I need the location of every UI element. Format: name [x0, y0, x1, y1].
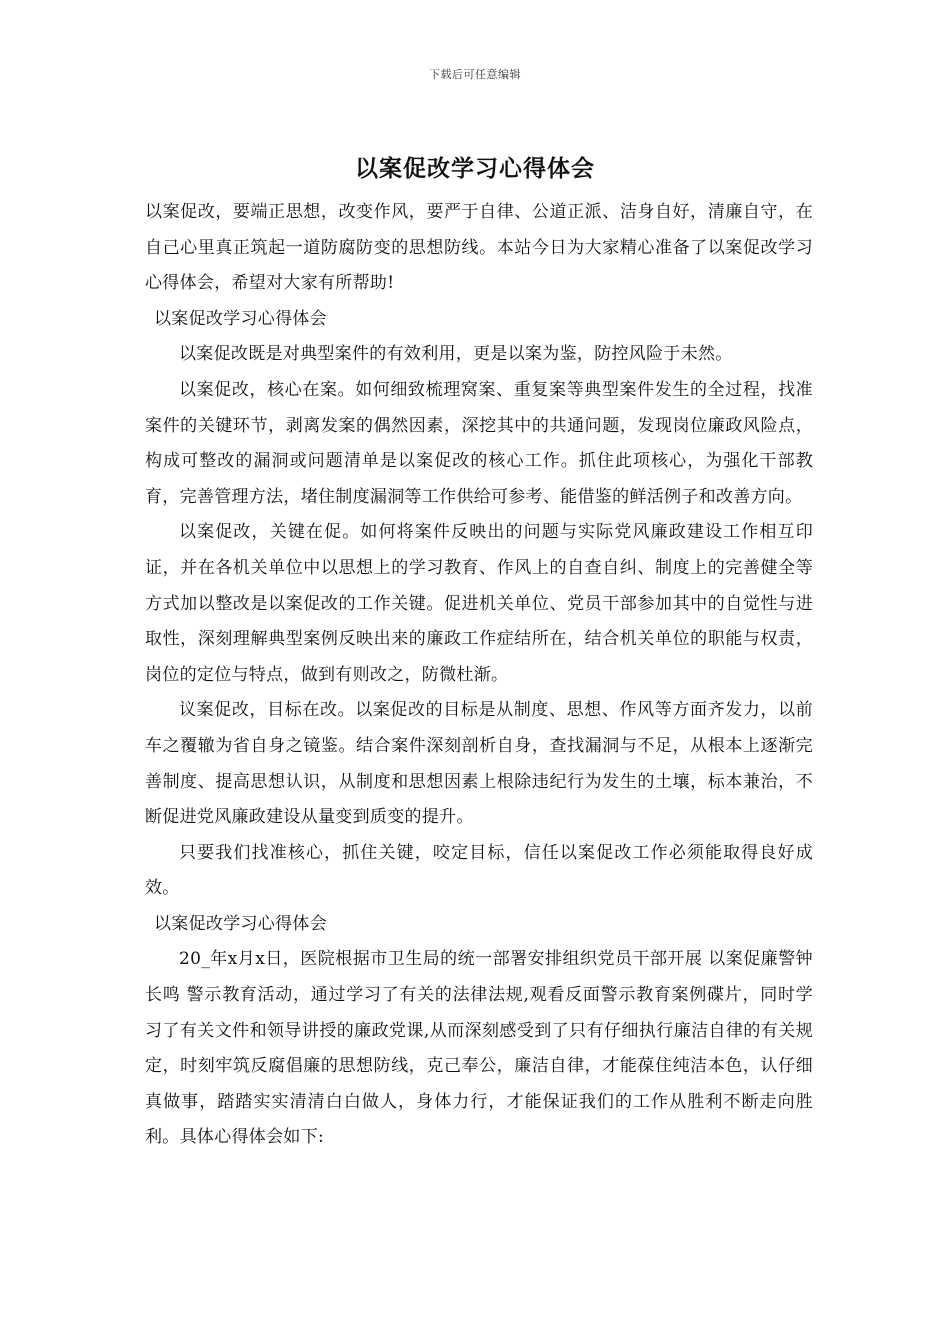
- paragraph: 只要我们找准核心，抓住关键，咬定目标，信任以案促改工作必须能取得良好成效。: [145, 842, 813, 899]
- section-heading: 以案促改学习心得体会: [154, 913, 327, 934]
- paragraph: 以案促改，要端正思想，改变作风，要严于自律、公道正派、洁身自好，清廉自守，在自己心里真正筑起一道防腐防变的思想防线。本站今日为大家精心准备了以案促改学习心得体会，希望对大家有所帮助!: [145, 202, 813, 294]
- document-body: [145, 195, 813, 1156]
- document-title: 以案促改学习心得体会: [355, 155, 595, 182]
- paragraph: 议案促改，目标在改。以案促改的目标是从制度、思想、作风等方面齐发力，以前车之覆辙为省自身之镜鉴。结合案件深刻剖析自身，查找漏洞与不足，从根本上逐渐完善制度、提高思想认识，从制度和思想因素上根除违纪行为发生的土壤，标本兼治，不断促进党风廉政建设从量变到质变的提升。: [145, 700, 813, 828]
- paragraph: 20_年x月x日，医院根据市卫生局的统一部署安排组织党员干部开展 以案促廉警钟长鸣 警示教育活动，通过学习了有关的法律法规,观看反面警示教育案例碟片，同时学习了有关文件和领导讲授的廉政党课,从而深刻感受到了只有仔细执行廉洁自律的有关规定，时刻牢筑反腐倡廉的思想防线，克己奉公，廉洁自律，才能葆住纯洁本色，认仔细真做事，踏踏实实清清白白做人，身体力行，才能保证我们的工作从胜利不断走向胜利。具体心得体会如下:: [145, 949, 813, 1148]
- header-note: 下载后可任意编辑: [429, 68, 521, 81]
- paragraph: 以案促改既是对典型案件的有效利用，更是以案为鉴，防控风险于未然。: [179, 344, 733, 365]
- paragraph: 以案促改，核心在案。如何细致梳理窝案、重复案等典型案件发生的全过程，找准案件的关键环节，剥离发案的偶然因素，深挖其中的共通问题，发现岗位廉政风险点，构成可整改的漏洞或问题清单是以案促改的核心工作。抓住此项核心，为强化干部教育，完善管理方法，堵住制度漏洞等工作供给可参考、能借鉴的鲜活例子和改善方向。: [145, 379, 813, 507]
- paragraph: 以案促改，关键在促。如何将案件反映出的问题与实际党风廉政建设工作相互印证，并在各机关单位中以思想上的学习教育、作风上的自查自纠、制度上的完善健全等方式加以整改是以案促改的工作关键。促进机关单位、党员干部参加其中的自觉性与进取性，深刻理解典型案例反映出来的廉政工作症结所在，结合机关单位的职能与权责，岗位的定位与特点，做到有则改之，防微杜渐。: [145, 522, 813, 685]
- section-heading: 以案促改学习心得体会: [154, 308, 327, 329]
